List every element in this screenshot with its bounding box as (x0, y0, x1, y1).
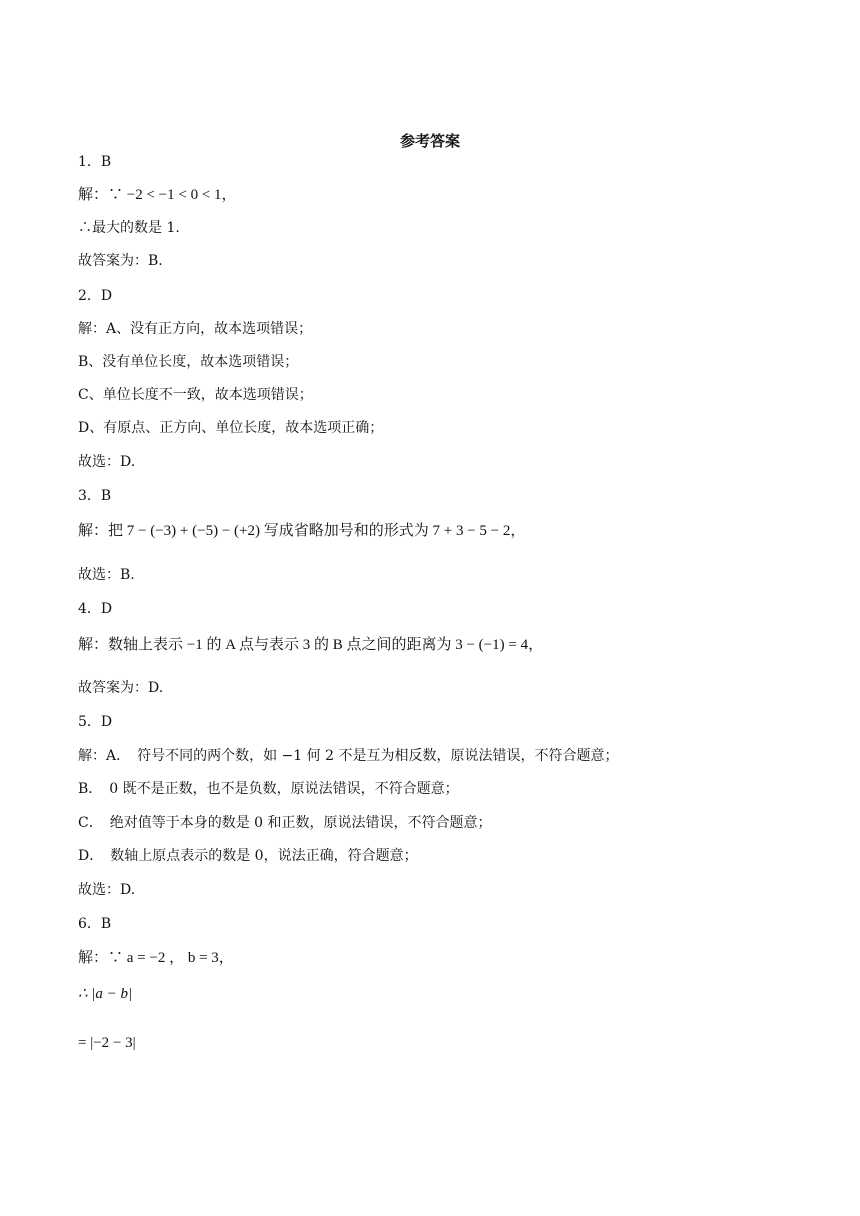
answer-1-header: 1．B (78, 154, 112, 170)
answer-3-header: 3．B (78, 488, 112, 504)
answer-6-header: 6．B (78, 916, 112, 932)
answer-6-given: 解：∵ a = −2 ， b = 3， (78, 950, 234, 966)
answer-4-header: 4．D (78, 601, 113, 617)
answer-1-solution: 解：∵ −2 < −1 < 0 < 1， (78, 187, 237, 203)
answer-2-option-c: C、单位长度不一致，故本选项错误； (78, 387, 313, 403)
answer-6-step-1: ∴ |a − b| (78, 986, 133, 1002)
answer-3-result: 故选：B. (78, 567, 135, 583)
answer-4-solution: 解：数轴上表示 −1 的 A 点与表示 3 的 B 点之间的距离为 3 − (−1) = 4， (78, 637, 544, 653)
answer-5-result: 故选：D. (78, 882, 136, 898)
answer-2-option-b: B、没有单位长度，故本选项错误； (78, 354, 299, 370)
answer-2-result: 故选：D. (78, 454, 136, 470)
answer-1-conclusion: ∴最大的数是 1. (78, 220, 180, 236)
answer-5-option-a: 解：A． 符号不同的两个数，如 −1 何 2 不是互为相反数，原说法错误，不符合题意； (78, 748, 619, 764)
answer-6-step-2: = |−2 − 3| (78, 1035, 136, 1051)
answer-5-option-b: B． 0 既不是正数，也不是负数，原说法错误，不符合题意； (78, 781, 459, 797)
answer-5-header: 5．D (78, 714, 113, 730)
answer-2-header: 2．D (78, 288, 113, 304)
answer-3-solution: 解：把 7 − (−3) + (−5) − (+2) 写成省略加号和的形式为 7 + 3 − 5 − 2， (78, 523, 526, 539)
answer-5-option-c: C． 绝对值等于本身的数是 0 和正数，原说法错误，不符合题意； (78, 815, 492, 831)
answer-4-result: 故答案为：D. (78, 680, 164, 696)
answer-5-option-d: D． 数轴上原点表示的数是 0，说法正确，符合题意； (78, 848, 418, 864)
answer-2-option-d: D、有原点、正方向、单位长度，故本选项正确； (78, 420, 384, 436)
answer-1-result: 故答案为：B. (78, 253, 163, 269)
answer-2-option-a: 解：A、没有正方向，故本选项错误； (78, 321, 313, 337)
page-title: 参考答案 (399, 132, 460, 150)
